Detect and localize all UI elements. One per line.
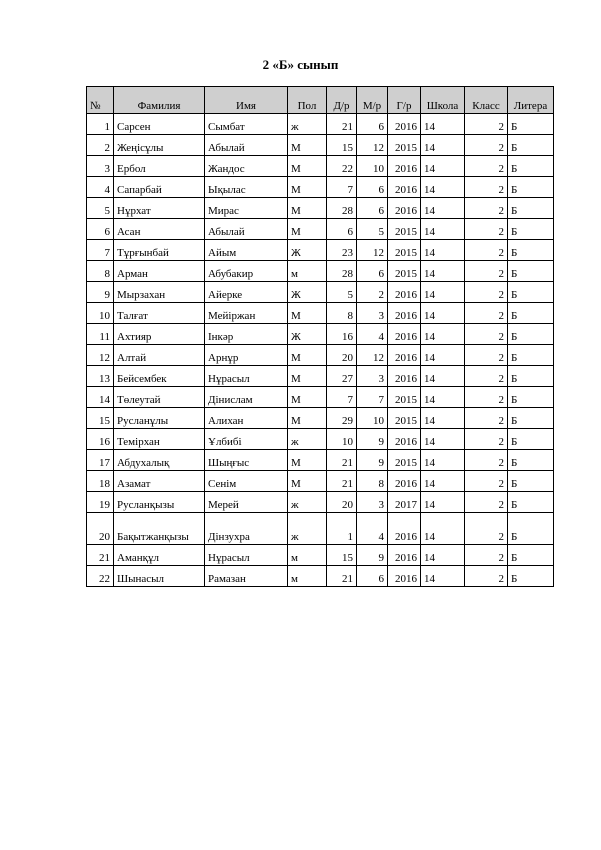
- cell-birth-year: 2016: [388, 324, 421, 345]
- cell-school: 14: [421, 303, 465, 324]
- cell-letter: Б: [508, 156, 554, 177]
- cell-number: 1: [87, 114, 114, 135]
- cell-surname: Арман: [114, 261, 205, 282]
- cell-letter: Б: [508, 513, 554, 545]
- cell-birth-year: 2017: [388, 492, 421, 513]
- cell-class: 2: [465, 324, 508, 345]
- cell-class: 2: [465, 387, 508, 408]
- cell-birth-month: 7: [357, 387, 388, 408]
- col-header-name: Имя: [205, 87, 288, 114]
- cell-number: 9: [87, 282, 114, 303]
- cell-surname: Алтай: [114, 345, 205, 366]
- cell-birth-day: 23: [327, 240, 357, 261]
- cell-class: 2: [465, 219, 508, 240]
- cell-birth-year: 2016: [388, 545, 421, 566]
- cell-gender: М: [288, 156, 327, 177]
- col-header-class: Класс: [465, 87, 508, 114]
- cell-school: 14: [421, 219, 465, 240]
- cell-gender: М: [288, 219, 327, 240]
- cell-gender: М: [288, 366, 327, 387]
- cell-name: Рамазан: [205, 566, 288, 587]
- cell-name: Інкәр: [205, 324, 288, 345]
- col-header-birth-year: Г/р: [388, 87, 421, 114]
- cell-name: Ықылас: [205, 177, 288, 198]
- cell-gender: Ж: [288, 282, 327, 303]
- cell-school: 14: [421, 450, 465, 471]
- cell-birth-day: 21: [327, 566, 357, 587]
- table-row: [87, 261, 554, 282]
- cell-birth-month: 6: [357, 177, 388, 198]
- header-row: [87, 87, 554, 114]
- table-row: [87, 429, 554, 450]
- cell-school: 14: [421, 545, 465, 566]
- cell-school: 14: [421, 471, 465, 492]
- cell-birth-month: 6: [357, 114, 388, 135]
- cell-birth-day: 1: [327, 513, 357, 545]
- cell-number: 22: [87, 566, 114, 587]
- cell-class: 2: [465, 366, 508, 387]
- cell-name: Абылай: [205, 135, 288, 156]
- cell-birth-day: 7: [327, 177, 357, 198]
- cell-letter: Б: [508, 429, 554, 450]
- cell-letter: Б: [508, 545, 554, 566]
- table-row: [87, 198, 554, 219]
- cell-number: 13: [87, 366, 114, 387]
- cell-letter: Б: [508, 177, 554, 198]
- cell-surname: Сапарбай: [114, 177, 205, 198]
- cell-birth-year: 2015: [388, 240, 421, 261]
- cell-gender: ж: [288, 492, 327, 513]
- cell-gender: м: [288, 566, 327, 587]
- cell-number: 5: [87, 198, 114, 219]
- table-row: [87, 114, 554, 135]
- cell-birth-year: 2016: [388, 282, 421, 303]
- cell-birth-day: 29: [327, 408, 357, 429]
- cell-birth-month: 2: [357, 282, 388, 303]
- cell-gender: Ж: [288, 324, 327, 345]
- cell-letter: Б: [508, 366, 554, 387]
- cell-birth-month: 6: [357, 566, 388, 587]
- cell-class: 2: [465, 566, 508, 587]
- cell-surname: Азамат: [114, 471, 205, 492]
- cell-name: Абылай: [205, 219, 288, 240]
- cell-name: Жандос: [205, 156, 288, 177]
- cell-birth-year: 2016: [388, 513, 421, 545]
- cell-birth-year: 2016: [388, 156, 421, 177]
- cell-school: 14: [421, 429, 465, 450]
- cell-birth-day: 15: [327, 135, 357, 156]
- cell-class: 2: [465, 545, 508, 566]
- cell-class: 2: [465, 513, 508, 545]
- cell-birth-day: 10: [327, 429, 357, 450]
- cell-class: 2: [465, 156, 508, 177]
- cell-letter: Б: [508, 450, 554, 471]
- cell-gender: М: [288, 303, 327, 324]
- cell-surname: Төлеутай: [114, 387, 205, 408]
- col-header-surname: Фамилия: [114, 87, 205, 114]
- cell-name: Айым: [205, 240, 288, 261]
- cell-birth-day: 6: [327, 219, 357, 240]
- cell-class: 2: [465, 240, 508, 261]
- cell-number: 18: [87, 471, 114, 492]
- table-row: [87, 387, 554, 408]
- cell-class: 2: [465, 492, 508, 513]
- cell-letter: Б: [508, 471, 554, 492]
- cell-birth-month: 12: [357, 135, 388, 156]
- cell-letter: Б: [508, 387, 554, 408]
- cell-birth-month: 9: [357, 429, 388, 450]
- cell-number: 14: [87, 387, 114, 408]
- cell-birth-day: 21: [327, 471, 357, 492]
- cell-class: 2: [465, 429, 508, 450]
- cell-name: Айерке: [205, 282, 288, 303]
- cell-birth-month: 5: [357, 219, 388, 240]
- cell-number: 20: [87, 513, 114, 545]
- cell-class: 2: [465, 114, 508, 135]
- cell-letter: Б: [508, 324, 554, 345]
- cell-name: Алихан: [205, 408, 288, 429]
- cell-letter: Б: [508, 198, 554, 219]
- table-row: [87, 156, 554, 177]
- cell-gender: М: [288, 345, 327, 366]
- cell-name: Мерей: [205, 492, 288, 513]
- cell-birth-day: 21: [327, 450, 357, 471]
- cell-number: 12: [87, 345, 114, 366]
- cell-school: 14: [421, 492, 465, 513]
- cell-birth-year: 2015: [388, 450, 421, 471]
- cell-birth-year: 2016: [388, 114, 421, 135]
- cell-birth-year: 2016: [388, 471, 421, 492]
- cell-gender: ж: [288, 429, 327, 450]
- cell-birth-day: 16: [327, 324, 357, 345]
- col-header-birth-month: М/р: [357, 87, 388, 114]
- table-row: [87, 240, 554, 261]
- cell-surname: Нұрхат: [114, 198, 205, 219]
- cell-number: 4: [87, 177, 114, 198]
- cell-school: 14: [421, 282, 465, 303]
- cell-surname: Талғат: [114, 303, 205, 324]
- cell-birth-month: 12: [357, 240, 388, 261]
- cell-school: 14: [421, 135, 465, 156]
- cell-number: 21: [87, 545, 114, 566]
- cell-birth-day: 21: [327, 114, 357, 135]
- table-row: [87, 324, 554, 345]
- cell-class: 2: [465, 408, 508, 429]
- cell-class: 2: [465, 282, 508, 303]
- cell-name: Абубакир: [205, 261, 288, 282]
- cell-number: 2: [87, 135, 114, 156]
- cell-birth-year: 2015: [388, 387, 421, 408]
- cell-birth-day: 28: [327, 198, 357, 219]
- cell-school: 14: [421, 198, 465, 219]
- student-table: [86, 86, 554, 587]
- table-row: [87, 366, 554, 387]
- cell-school: 14: [421, 513, 465, 545]
- cell-gender: М: [288, 471, 327, 492]
- col-header-school: Школа: [421, 87, 465, 114]
- cell-birth-month: 3: [357, 492, 388, 513]
- cell-school: 14: [421, 387, 465, 408]
- cell-surname: Темірхан: [114, 429, 205, 450]
- cell-school: 14: [421, 156, 465, 177]
- cell-school: 14: [421, 408, 465, 429]
- cell-birth-month: 12: [357, 345, 388, 366]
- table-row: [87, 450, 554, 471]
- cell-name: Мирас: [205, 198, 288, 219]
- cell-number: 7: [87, 240, 114, 261]
- cell-surname: Ахтияр: [114, 324, 205, 345]
- cell-school: 14: [421, 114, 465, 135]
- cell-class: 2: [465, 303, 508, 324]
- cell-birth-day: 20: [327, 345, 357, 366]
- col-header-letter: Литера: [508, 87, 554, 114]
- cell-gender: М: [288, 387, 327, 408]
- cell-birth-day: 5: [327, 282, 357, 303]
- cell-birth-year: 2016: [388, 345, 421, 366]
- cell-surname: Абдухалық: [114, 450, 205, 471]
- cell-birth-day: 20: [327, 492, 357, 513]
- cell-gender: М: [288, 135, 327, 156]
- cell-birth-year: 2015: [388, 219, 421, 240]
- col-header-number: №: [87, 87, 114, 114]
- cell-surname: Сарсен: [114, 114, 205, 135]
- cell-surname: Тұрғынбай: [114, 240, 205, 261]
- cell-birth-day: 7: [327, 387, 357, 408]
- cell-surname: Мырзахан: [114, 282, 205, 303]
- cell-surname: Шынасыл: [114, 566, 205, 587]
- cell-name: Арнұр: [205, 345, 288, 366]
- cell-school: 14: [421, 177, 465, 198]
- cell-gender: м: [288, 545, 327, 566]
- cell-number: 11: [87, 324, 114, 345]
- cell-name: Ұлбибі: [205, 429, 288, 450]
- table-row: [87, 219, 554, 240]
- cell-surname: Жеңісұлы: [114, 135, 205, 156]
- cell-surname: Бақытжанқызы: [114, 513, 205, 545]
- cell-birth-year: 2016: [388, 429, 421, 450]
- cell-birth-day: 22: [327, 156, 357, 177]
- cell-class: 2: [465, 177, 508, 198]
- cell-birth-month: 10: [357, 408, 388, 429]
- cell-number: 10: [87, 303, 114, 324]
- cell-gender: М: [288, 177, 327, 198]
- cell-birth-month: 4: [357, 513, 388, 545]
- cell-name: Шыңғыс: [205, 450, 288, 471]
- cell-school: 14: [421, 240, 465, 261]
- cell-birth-year: 2016: [388, 566, 421, 587]
- cell-letter: Б: [508, 492, 554, 513]
- cell-surname: Бейсембек: [114, 366, 205, 387]
- table-row: [87, 345, 554, 366]
- cell-name: Нұрасыл: [205, 366, 288, 387]
- cell-birth-month: 6: [357, 198, 388, 219]
- cell-letter: Б: [508, 345, 554, 366]
- table-row: [87, 282, 554, 303]
- cell-birth-year: 2015: [388, 408, 421, 429]
- cell-name: Мейіржан: [205, 303, 288, 324]
- cell-birth-month: 3: [357, 366, 388, 387]
- cell-gender: м: [288, 261, 327, 282]
- cell-surname: Русланқызы: [114, 492, 205, 513]
- cell-school: 14: [421, 366, 465, 387]
- cell-birth-year: 2016: [388, 177, 421, 198]
- table-row: [87, 177, 554, 198]
- cell-birth-month: 10: [357, 156, 388, 177]
- cell-birth-day: 8: [327, 303, 357, 324]
- cell-letter: Б: [508, 240, 554, 261]
- cell-birth-day: 28: [327, 261, 357, 282]
- cell-birth-month: 9: [357, 545, 388, 566]
- table-row: [87, 471, 554, 492]
- cell-letter: Б: [508, 261, 554, 282]
- cell-birth-year: 2016: [388, 366, 421, 387]
- table-row: [87, 135, 554, 156]
- cell-letter: Б: [508, 282, 554, 303]
- cell-number: 8: [87, 261, 114, 282]
- cell-surname: Русланұлы: [114, 408, 205, 429]
- cell-gender: Ж: [288, 240, 327, 261]
- cell-birth-year: 2015: [388, 135, 421, 156]
- cell-number: 19: [87, 492, 114, 513]
- cell-class: 2: [465, 471, 508, 492]
- table-row: [87, 566, 554, 587]
- cell-gender: М: [288, 408, 327, 429]
- cell-letter: Б: [508, 219, 554, 240]
- cell-school: 14: [421, 566, 465, 587]
- cell-number: 15: [87, 408, 114, 429]
- cell-class: 2: [465, 261, 508, 282]
- cell-surname: Аманқұл: [114, 545, 205, 566]
- cell-class: 2: [465, 345, 508, 366]
- cell-gender: ж: [288, 114, 327, 135]
- col-header-gender: Пол: [288, 87, 327, 114]
- page-title: 2 «Б» сынып: [262, 57, 339, 72]
- cell-gender: М: [288, 198, 327, 219]
- cell-birth-month: 4: [357, 324, 388, 345]
- cell-class: 2: [465, 450, 508, 471]
- cell-letter: Б: [508, 408, 554, 429]
- cell-birth-month: 3: [357, 303, 388, 324]
- cell-birth-day: 15: [327, 545, 357, 566]
- cell-gender: ж: [288, 513, 327, 545]
- cell-birth-year: 2016: [388, 303, 421, 324]
- cell-birth-month: 6: [357, 261, 388, 282]
- cell-name: Сымбат: [205, 114, 288, 135]
- cell-birth-month: 9: [357, 450, 388, 471]
- table-row: [87, 303, 554, 324]
- col-header-birth-day: Д/р: [327, 87, 357, 114]
- cell-name: Нұрасыл: [205, 545, 288, 566]
- cell-number: 17: [87, 450, 114, 471]
- cell-class: 2: [465, 135, 508, 156]
- cell-birth-year: 2016: [388, 198, 421, 219]
- cell-letter: Б: [508, 135, 554, 156]
- cell-name: Дінислам: [205, 387, 288, 408]
- cell-birth-month: 8: [357, 471, 388, 492]
- cell-birth-year: 2015: [388, 261, 421, 282]
- cell-school: 14: [421, 345, 465, 366]
- cell-letter: Б: [508, 566, 554, 587]
- cell-name: Сенім: [205, 471, 288, 492]
- cell-name: Дінзухра: [205, 513, 288, 545]
- cell-surname: Ербол: [114, 156, 205, 177]
- cell-number: 16: [87, 429, 114, 450]
- cell-surname: Асан: [114, 219, 205, 240]
- cell-gender: М: [288, 450, 327, 471]
- cell-letter: Б: [508, 303, 554, 324]
- cell-number: 3: [87, 156, 114, 177]
- table-row: [87, 513, 554, 545]
- cell-birth-day: 27: [327, 366, 357, 387]
- cell-school: 14: [421, 261, 465, 282]
- cell-school: 14: [421, 324, 465, 345]
- table-row: [87, 492, 554, 513]
- table-row: [87, 545, 554, 566]
- cell-letter: Б: [508, 114, 554, 135]
- cell-class: 2: [465, 198, 508, 219]
- table-row: [87, 408, 554, 429]
- cell-number: 6: [87, 219, 114, 240]
